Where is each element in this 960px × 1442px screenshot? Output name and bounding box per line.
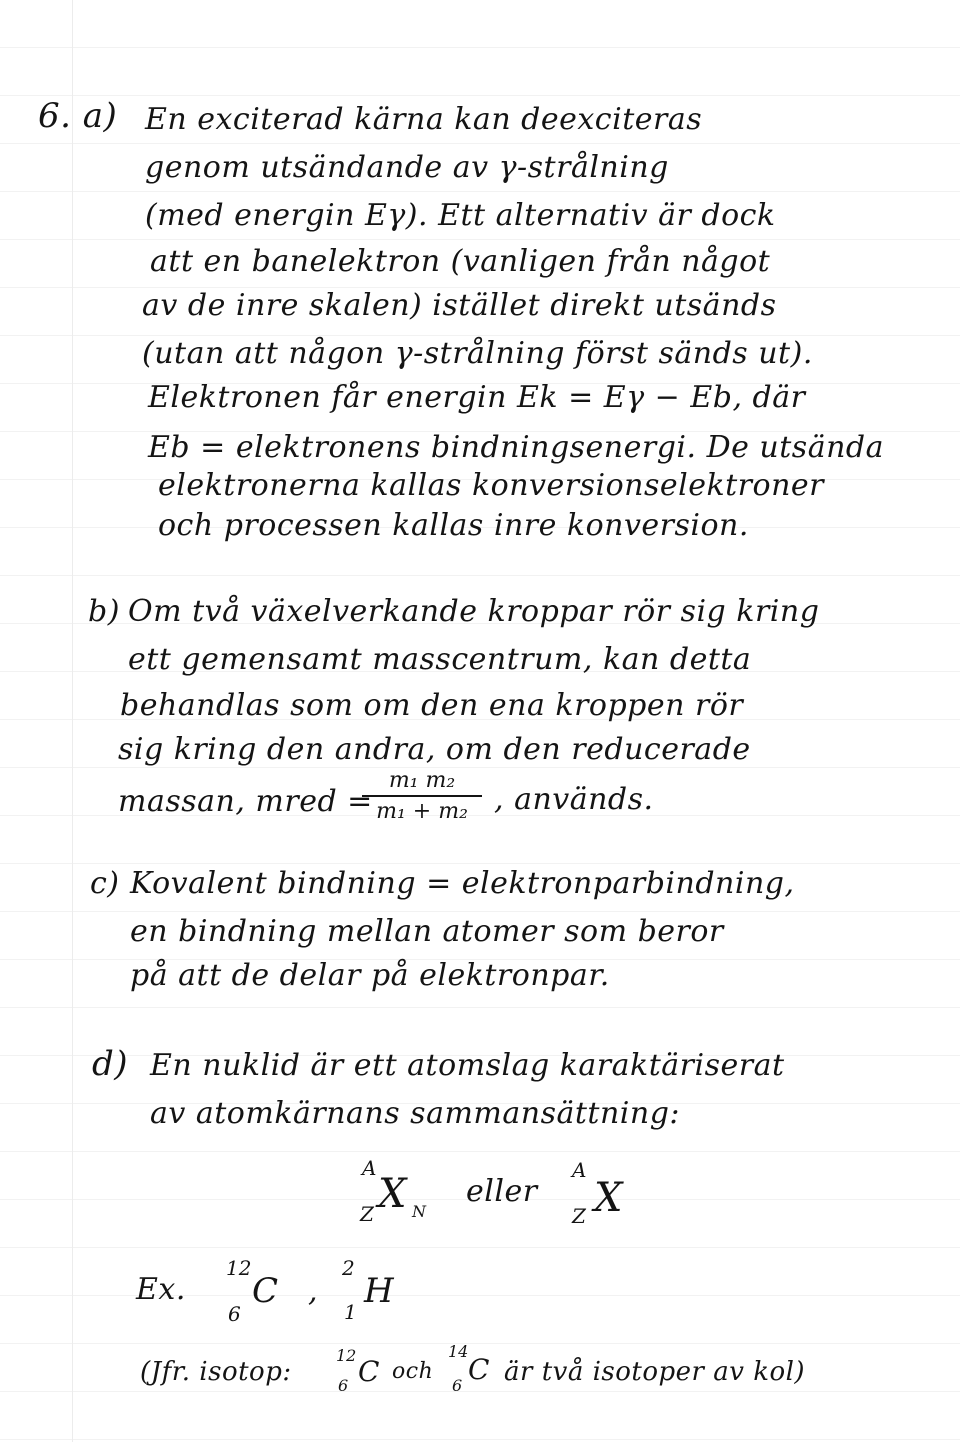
a-line-6: (utan att någon γ-strålning först sänds ut). bbox=[142, 336, 813, 371]
element-symbol: X bbox=[594, 1175, 623, 1221]
b-line-2: ett gemensamt masscentrum, kan detta bbox=[128, 642, 752, 677]
note-carbon-12 bbox=[336, 1348, 382, 1404]
c-line-1: Kovalent bindning = elektronparbindning, bbox=[130, 866, 795, 901]
section-c-label: c) bbox=[90, 866, 120, 901]
reduced-mass-fraction bbox=[362, 768, 482, 824]
example-label: Ex. bbox=[136, 1272, 186, 1307]
a-line-1: En exciterad kärna kan deexciteras bbox=[145, 102, 703, 137]
atomic-number: 6 bbox=[228, 1302, 241, 1326]
fraction-numerator: m₁ m₂ bbox=[362, 768, 482, 797]
mass-number: 12 bbox=[226, 1256, 252, 1280]
b-formula-prefix: massan, mred = bbox=[118, 784, 373, 819]
element-symbol: H bbox=[364, 1271, 394, 1311]
eller-text: eller bbox=[466, 1174, 538, 1209]
note-open: (Jfr. isotop: bbox=[140, 1357, 292, 1387]
section-d-label: d) bbox=[92, 1044, 129, 1084]
note-och: och bbox=[392, 1359, 434, 1384]
mass-number: 14 bbox=[448, 1342, 469, 1361]
element-symbol: C bbox=[358, 1355, 380, 1388]
b-line-4: sig kring den andra, om den reducerade bbox=[118, 732, 751, 767]
nuclide-notation-short bbox=[566, 1160, 636, 1230]
note-carbon-14 bbox=[448, 1344, 494, 1404]
atomic-number: Z bbox=[360, 1202, 374, 1226]
a-line-3: (med energin Eγ). Ett alternativ är dock bbox=[145, 198, 776, 233]
a-line-9: elektronerna kallas konversionselektroner bbox=[158, 468, 824, 503]
atomic-number: 1 bbox=[344, 1300, 357, 1324]
d-line-2: av atomkärnans sammansättning: bbox=[150, 1096, 681, 1131]
atomic-number: Z bbox=[572, 1204, 586, 1228]
a-line-8: Eb = elektronens bindningsenergi. De utsända bbox=[148, 430, 884, 465]
b-line-3: behandlas som om den ena kroppen rör bbox=[120, 688, 744, 723]
nuclide-notation-full bbox=[360, 1158, 440, 1228]
a-line-2: genom utsändande av γ-strålning bbox=[145, 150, 669, 185]
d-line-1: En nuklid är ett atomslag karaktäriserat bbox=[150, 1048, 785, 1083]
section-a-label: 6. a) bbox=[38, 96, 118, 136]
note-close: är två isotoper av kol) bbox=[504, 1357, 806, 1387]
example-hydrogen-2 bbox=[338, 1258, 398, 1328]
neutron-number: N bbox=[412, 1202, 426, 1221]
a-line-5: av de inre skalen) istället direkt utsänds bbox=[142, 288, 777, 323]
element-symbol: C bbox=[468, 1353, 490, 1386]
mass-number: 12 bbox=[336, 1346, 357, 1365]
element-symbol: C bbox=[252, 1271, 279, 1311]
section-b-label: b) bbox=[88, 594, 120, 629]
element-symbol: X bbox=[378, 1171, 407, 1217]
a-line-4: att en banelektron (vanligen från något bbox=[150, 244, 771, 279]
margin-line bbox=[72, 0, 73, 1442]
mass-number: A bbox=[572, 1158, 587, 1182]
mass-number: A bbox=[362, 1156, 377, 1180]
a-line-7: Elektronen får energin Ek = Eγ − Eb, där bbox=[148, 380, 806, 415]
example-carbon-12 bbox=[222, 1258, 282, 1328]
atomic-number: 6 bbox=[452, 1376, 463, 1395]
a-line-10: och processen kallas inre konversion. bbox=[158, 508, 749, 543]
c-line-2: en bindning mellan atomer som beror bbox=[130, 914, 724, 949]
b-line-1: Om två växelverkande kroppar rör sig kring bbox=[128, 594, 820, 629]
b-formula-suffix: , används. bbox=[494, 782, 654, 817]
atomic-number: 6 bbox=[338, 1376, 349, 1395]
fraction-denominator: m₁ + m₂ bbox=[376, 799, 468, 824]
c-line-3: på att de delar på elektronpar. bbox=[130, 958, 610, 993]
example-separator: , bbox=[308, 1274, 319, 1309]
mass-number: 2 bbox=[342, 1256, 355, 1280]
